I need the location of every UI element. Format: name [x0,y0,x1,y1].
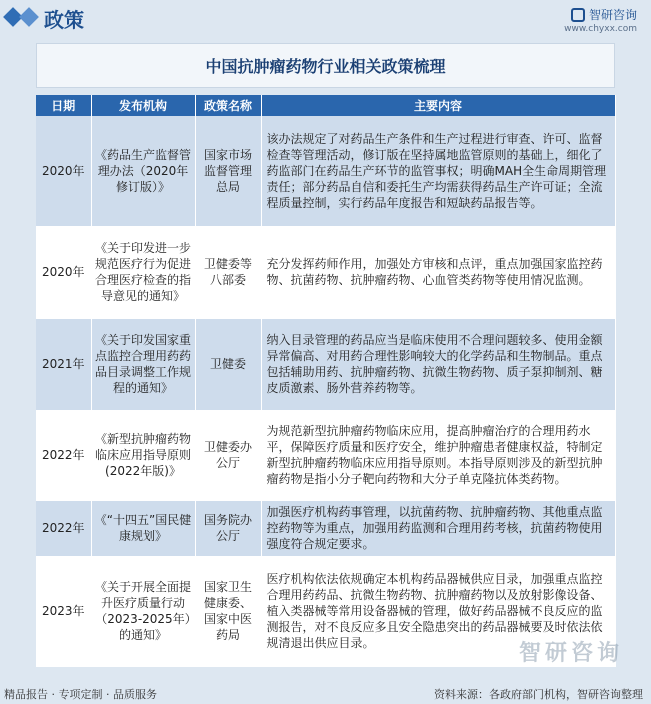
page-title: 中国抗肿瘤药物行业相关政策梳理 [36,43,615,88]
watermark: 智研咨询 [518,641,623,666]
table-row [36,226,615,318]
header-org: 发布机构 [91,95,195,116]
site-url: www.chyxx.com [564,24,637,34]
table-row [36,410,615,500]
cell-date: 2021年 [36,318,91,410]
cell-name: 卫健委办公厅 [195,410,261,500]
header-date: 日期 [36,95,91,116]
table-row [36,116,615,226]
table-header-row [36,95,615,116]
cell-date: 2020年 [36,116,91,226]
cell-org: 《“十四五”国民健康规划》 [91,500,195,556]
diamond-icon [19,7,39,27]
cell-org: 《药品生产监督管理办法（2020年修订版）》 [91,116,195,226]
cell-content: 为规范新型抗肿瘤药物临床应用，提高肿瘤治疗的合理用药水平，保障医疗质量和医疗安全，维护肿瘤患者健康权益，特制定新型抗肿瘤药物临床应用指导原则。本指导原则涉及的新型抗肿瘤药物是指小分子靶向药物和大分子单克隆抗体类药物。 [261,410,615,500]
cell-date: 2023年 [36,556,91,666]
cell-org: 《关于开展全面提升医疗质量行动（2023-2025年）的通知》 [91,556,195,666]
cell-name: 国家市场监督管理总局 [195,116,261,226]
page-header [0,0,651,36]
cell-content: 充分发挥药师作用，加强处方审核和点评，重点加强国家监控药物、抗菌药物、抗肿瘤药物、心血管类药物等使用情况监测。 [261,226,615,318]
footer-slogan: 精品报告 · 专项定制 · 品质服务 [4,688,157,701]
cell-org: 《新型抗肿瘤药物临床应用指导原则(2022年版)》 [91,410,195,500]
section-title: 政策 [44,8,84,32]
cell-org: 《关于印发国家重点监控合理用药药品目录调整工作规程的通知》 [91,318,195,410]
cell-name: 国务院办公厅 [195,500,261,556]
cell-date: 2022年 [36,500,91,556]
cell-name: 卫健委 [195,318,261,410]
table-row [36,318,615,410]
header-content: 主要内容 [261,95,615,116]
cell-content: 医疗机构依法依规确定本机构药品器械供应目录，加强重点监控合理用药药品、抗微生物药物、抗肿瘤药物以及放射影像设备、植入类器械等常用设备器械的管理，做好药品器械不良反应的监测报告，对不良反应多且安全隐患突出的药品器械要及时依法依规清退出供应目录。 [261,556,615,666]
footer-source: 资料来源：各政府部门机构，智研咨询整理 [434,688,643,701]
cell-org: 《关于印发进一步规范医疗行为促进合理医疗检查的指导意见的通知》 [91,226,195,318]
cell-content: 该办法规定了对药品生产条件和生产过程进行审查、许可、监督检查等管理活动，修订版在坚持属地监管原则的基础上，细化了药监部门在药品生产环节的监管事权；明确MAH全生命周期管理责任；部分药品自信和委托生产均需获得药品生产许可证；全流程质量控制，实行药品年度报告和短缺药品报告等。 [261,116,615,226]
brand-logo-icon [571,8,585,22]
brand-name: 智研咨询 [588,8,637,22]
cell-date: 2020年 [36,226,91,318]
header-name: 政策名称 [195,95,261,116]
cell-name: 卫健委等八部委 [195,226,261,318]
page-footer [0,682,651,704]
cell-date: 2022年 [36,410,91,500]
brand [571,6,637,23]
table-row [36,500,615,556]
cell-content: 纳入目录管理的药品应当是临床使用不合理问题较多、使用金额异常偏高、对用药合理性影响较大的化学药品和生物制品。重点包括辅助用药、抗肿瘤药物、抗微生物药物、质子泵抑制剂、糖皮质激素、肠外营养药物等。 [261,318,615,410]
cell-name: 国家卫生健康委、国家中医药局 [195,556,261,666]
policy-table [36,95,616,667]
cell-content: 加强医疗机构药事管理，以抗菌药物、抗肿瘤药物、其他重点监控药物等为重点，加强用药监测和合理用药考核，抗菌药物使用强度符合规定要求。 [261,500,615,556]
